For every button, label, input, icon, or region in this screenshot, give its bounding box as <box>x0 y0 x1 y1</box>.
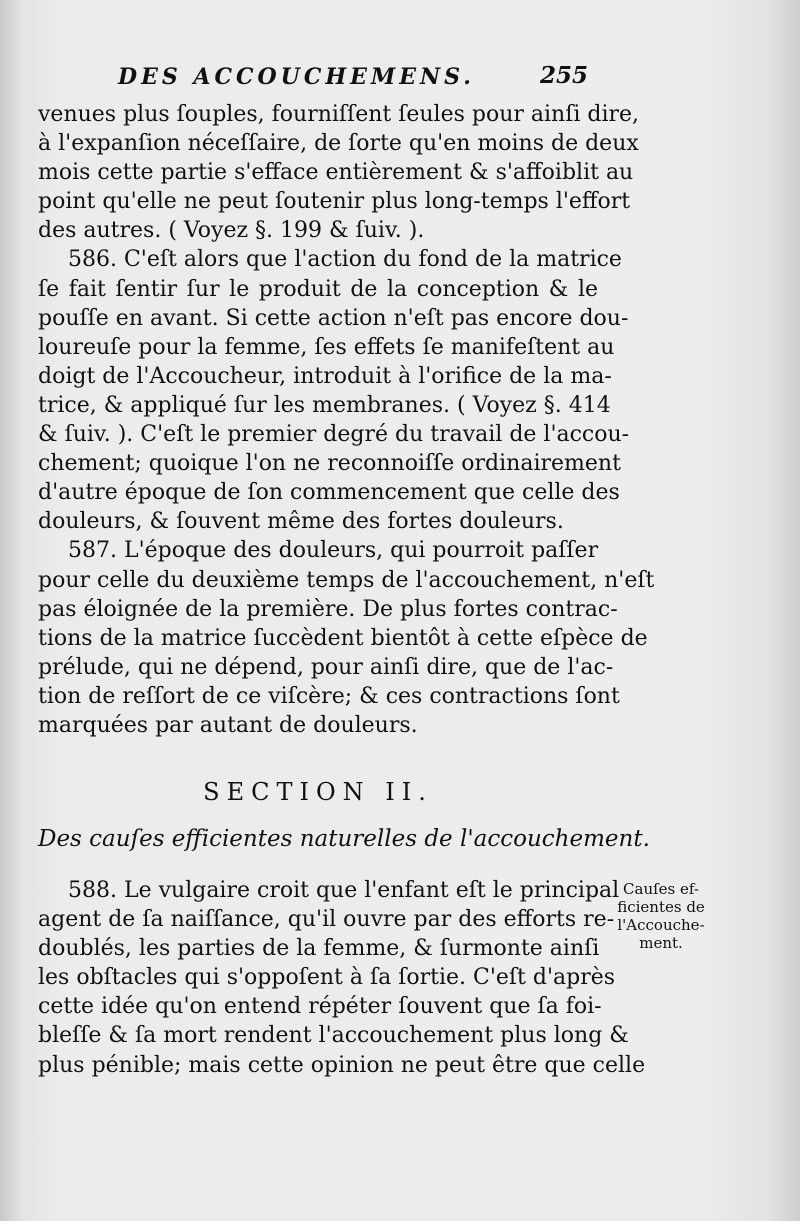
text-line: pour celle du deuxième temps de l'accouchement, n'eſt <box>38 567 655 593</box>
text-line: plus pénible; mais cette opinion ne peut être que celle <box>38 1052 646 1078</box>
text-line: tions de la matrice ſuccèdent bientôt à cette eſpèce de <box>38 625 648 651</box>
text-line: à l'expanſion néceſſaire, de ſorte qu'en moins de deux <box>38 131 639 157</box>
text-line: d'autre époque de ſon commencement que celle des <box>38 480 620 506</box>
text-line: doublés, les parties de la femme, & ſurmonte ainſi <box>38 936 600 962</box>
body-text-top <box>38 100 655 740</box>
text-line: doigt de l'Accoucheur, introduit à l'orifice de la ma- <box>38 363 612 389</box>
text-line: cette idée qu'on entend répéter ſouvent que ſa foi- <box>38 994 602 1020</box>
text-line: agent de ſa naiſſance, qu'il ouvre par des efforts re- <box>38 907 615 933</box>
text-line: pouſſe en avant. Si cette action n'eſt pas encore dou- <box>38 305 629 331</box>
text-line: 588. Le vulgaire croit que l'enfant eſt le principal <box>68 878 620 903</box>
text-line: & ſuiv. ). C'eſt le premier degré du travail de l'accou- <box>38 422 630 448</box>
text-line: trice, & appliqué ſur les membranes. ( Voyez §. 414 <box>38 392 611 418</box>
text-line: tion de reſſort de ce viſcère; & ces contractions ſont <box>38 683 620 709</box>
margin-note <box>606 880 716 952</box>
text-line: pas éloignée de la première. De plus fortes contrac- <box>38 596 618 622</box>
body-text-bottom <box>38 876 646 1080</box>
page-number: 255 <box>540 62 589 89</box>
text-line: point qu'elle ne peut ſoutenir plus long-temps l'effort <box>38 189 631 215</box>
margin-note-line: ment. <box>639 934 683 952</box>
text-line: loureuſe pour la femme, ſes effets ſe manifeſtent au <box>38 334 615 360</box>
text-line: bleſſe & ſa mort rendent l'accouchement plus long & <box>38 1023 629 1049</box>
text-line: prélude, qui ne dépend, pour ainſi dire, que de l'ac- <box>38 654 614 680</box>
section-title: SECTION II. <box>203 778 433 806</box>
text-line: venues plus ſouples, fourniſſent ſeules pour ainſi dire, <box>38 102 640 127</box>
text-line: des autres. ( Voyez §. 199 & ſuiv. ). <box>38 218 425 244</box>
text-line: les obſtacles qui s'oppoſent à ſa ſortie. C'eſt d'après <box>38 965 616 991</box>
margin-note-line: ficientes de <box>617 898 705 916</box>
section-subtitle: Des cauſes efficientes naturelles de l'accouchement. <box>38 826 650 852</box>
text-line: chement; quoique l'on ne reconnoiſſe ordinairement <box>38 451 621 477</box>
text-line: 586. C'eſt alors que l'action du fond de la matrice <box>68 247 622 273</box>
text-line: mois cette partie s'efface entièrement & s'affoiblit au <box>38 160 634 186</box>
text-line: marquées par autant de douleurs. <box>38 712 418 738</box>
margin-note-line: Cauſes ef- <box>623 880 699 898</box>
text-line: ſe fait ſentir ſur le produit de la conception & le <box>38 276 598 302</box>
running-title: DES ACCOUCHEMENS. <box>118 64 475 90</box>
text-line: 587. L'époque des douleurs, qui pourroit paſſer <box>68 538 599 564</box>
text-line: douleurs, & ſouvent même des fortes douleurs. <box>38 509 564 535</box>
margin-note-line: l'Accouche- <box>617 916 705 934</box>
